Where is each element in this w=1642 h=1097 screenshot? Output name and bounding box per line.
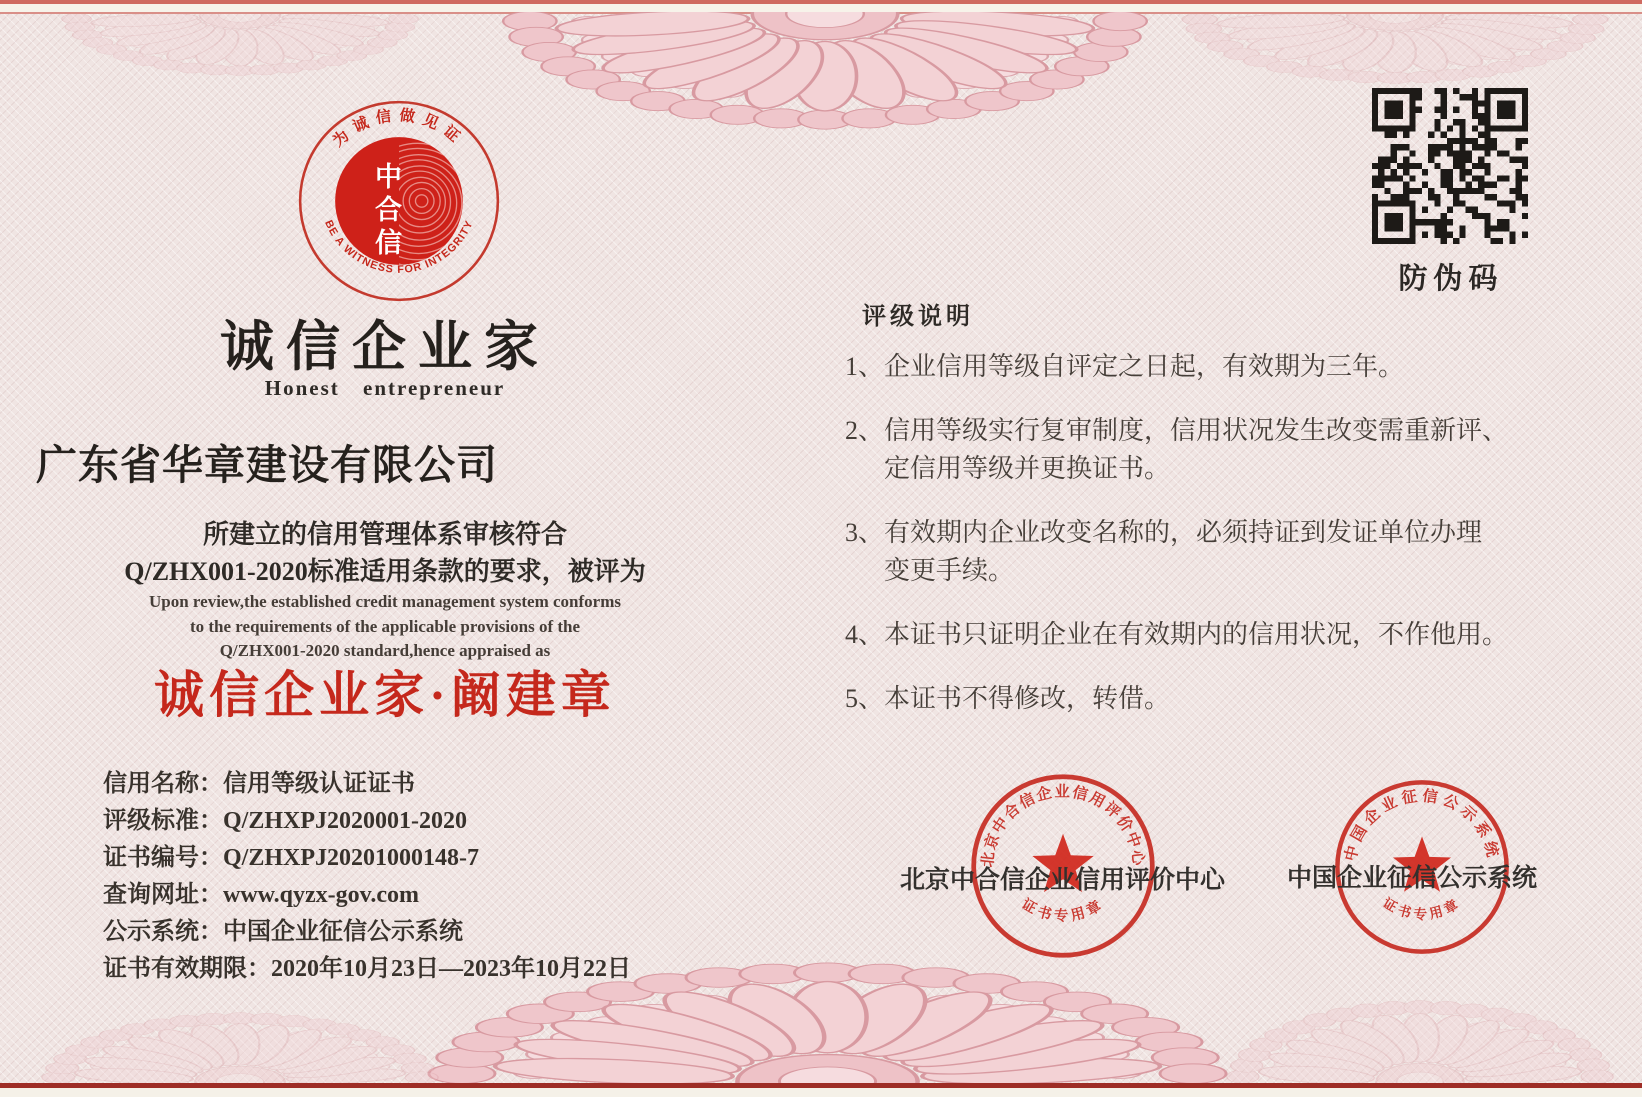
field-row [103, 914, 631, 951]
lace-ornament-top [500, 12, 1150, 130]
award-title: 诚信企业家·阚建章 [154, 667, 616, 723]
note-item [845, 514, 1569, 590]
certificate-fields [103, 766, 631, 988]
frame-top-band [0, 4, 1642, 12]
lace-ornament-bottom-right [1225, 1000, 1615, 1083]
note-line: 定信用等级并更换证书。 [884, 454, 1171, 483]
note-item [845, 616, 1569, 654]
statement-en-line2: to the requirements of the applicable provisions of the [189, 617, 581, 636]
note-line: 3、有效期内企业改变名称的，必须持证到发证单位办理 [845, 518, 1483, 547]
field-row [103, 766, 631, 803]
field-value: Q/ZHXPJ20201000148-7 [223, 845, 479, 871]
statement-cn-line2: Q/ZHX001-2020标准适用条款的要求，被评为 [124, 557, 646, 586]
field-row [103, 951, 631, 988]
lace-ornament-top-left [60, 14, 420, 76]
note-line: 5、本证书不得修改，转借。 [845, 684, 1171, 713]
field-row [103, 840, 631, 877]
statement-en-line3: Q/ZHX001-2020 standard,hence appraised as [219, 641, 551, 660]
seal-caption-beijing: 北京中合信企业信用评价中心 [899, 867, 1225, 894]
lace-ornament-bottom-left [40, 1012, 440, 1083]
company-name: 广东省华章建设有限公司 [36, 442, 498, 488]
note-line: 4、本证书只证明企业在有效期内的信用状况，不作他用。 [845, 620, 1509, 649]
field-label: 证书有效期限： [103, 956, 271, 982]
lace-ornament-top-right [1180, 14, 1610, 84]
field-value: Q/ZHXPJ2020001-2020 [223, 808, 467, 834]
svg-text:证书专用章 [1019, 895, 1108, 925]
statement-cn-line1: 所建立的信用管理体系审核符合 [202, 520, 567, 549]
field-value: 信用等级认证证书 [223, 771, 415, 797]
field-row [103, 803, 631, 840]
field-row [103, 877, 631, 914]
field-value: www.qyzx-gov.com [223, 882, 419, 908]
note-item [845, 412, 1569, 488]
qr-code-label: 防伪码 [1398, 263, 1504, 295]
seal-bottom-text: 证书专用章 [1380, 895, 1464, 922]
note-item [845, 348, 1569, 386]
note-line: 变更手续。 [884, 556, 1015, 585]
page-subtitle: Honest entrepreneur [264, 376, 506, 400]
qr-code [1372, 88, 1528, 244]
seal-arc-text: 北京中合信企业信用评价中心 [979, 783, 1147, 869]
field-value: 中国企业征信公示系统 [223, 919, 463, 945]
frame-top-thin-line [0, 12, 1642, 14]
note-item [845, 680, 1569, 718]
rating-notes-list [845, 348, 1569, 744]
field-label: 公示系统： [103, 919, 223, 945]
field-label: 证书编号： [103, 845, 223, 871]
seal-arc-text: 中国企业征信公示系统 [1342, 787, 1502, 863]
field-value: 2020年10月23日—2023年10月22日 [271, 956, 631, 982]
logo-arc-bottom-text: BE A WITNESS FOR INTEGRITY [322, 218, 476, 276]
seal-caption-china: 中国企业征信公示系统 [1286, 865, 1537, 892]
statement-en-line1: Upon review,the established credit management system conforms [148, 592, 621, 611]
field-label: 查询网址： [103, 882, 223, 908]
field-label: 信用名称： [103, 771, 223, 797]
logo-arc-top-text: 为诚信做见证 [329, 106, 469, 151]
field-label: 评级标准： [103, 808, 223, 834]
page-title: 诚信企业家 [220, 317, 550, 377]
note-line: 1、企业信用等级自评定之日起，有效期为三年。 [845, 352, 1405, 381]
logo-center-text: 中合信 [371, 162, 401, 261]
seal-bottom-text: 证书专用章 [1018, 896, 1108, 925]
frame-bottom-band [0, 1088, 1642, 1097]
rating-notes-heading: 评级说明 [862, 304, 974, 330]
svg-text:证书专用章 [1380, 894, 1463, 921]
note-line: 2、信用等级实行复审制度，信用状况发生改变需重新评、 [845, 416, 1509, 445]
